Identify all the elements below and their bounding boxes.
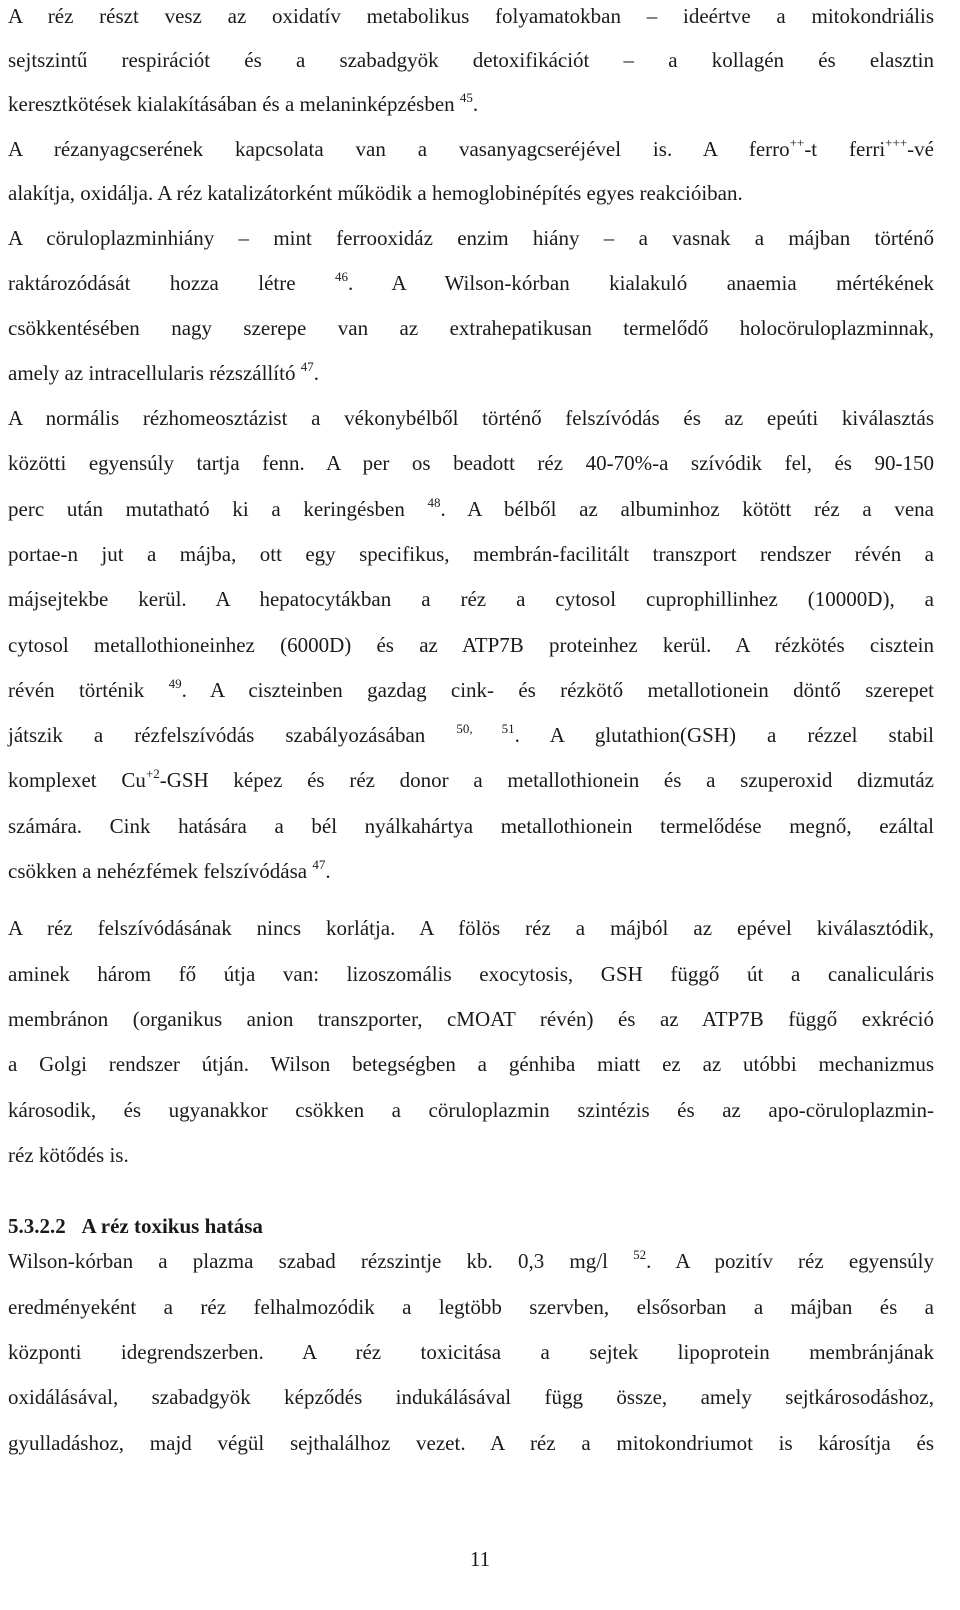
text-line: a Golgi rendszer útján. Wilson betegségben a génhiba miatt ez az utóbbi mechanizmus — [8, 1052, 934, 1076]
text-line: révén történik $^{49}$. A ciszteinben gazdag cink- és rézkötő metallotionein döntő szerepet — [8, 676, 935, 702]
citation-ref: 47 — [300, 359, 314, 374]
text-line: portae-n jut a májba, ott egy specifikus, membrán-facilitált transzport rendszer révén a — [8, 542, 934, 566]
text-line: perc után mutatható ki a keringésben $^{48}$. A bélből az albuminhoz kötött réz a vena — [8, 495, 934, 521]
citation-ref: 47 — [312, 857, 326, 872]
text-line: játszik a rézfelszívódás szabályozásában $^{50, 51}$. A glutathion(GSH) a rézzel stabil — [8, 721, 935, 747]
text-line: számára. Cink hatására a bél nyálkahártya metallothionein termelődése megnő, ezáltal — [8, 814, 934, 838]
text-line: cytosol metallothioneinhez (6000D) és az ATP7B proteinhez kerül. A rézkötés cisztein — [8, 633, 934, 657]
text-line: amely az intracellularis rézszállító $^{47}$. — [8, 359, 319, 385]
citation-ref: 49 — [168, 676, 182, 691]
text-line: membránon (organikus anion transzporter, cMOAT révén) és az ATP7B függő exkréció — [8, 1007, 934, 1031]
text-line: csökkentésében nagy szerepe van az extrahepatikusan termelődő holocöruloplazminnak, — [8, 316, 934, 340]
text-line: sejtszintű respirációt és a szabadgyök detoxifikációt – a kollagén és elasztin — [8, 48, 934, 72]
text-line: keresztkötések kialakításában és a melaninképzésben $^{45}$. — [8, 90, 479, 116]
text-line: aminek három fő útja van: lizoszomális exocytosis, GSH függő út a canaliculáris — [8, 962, 934, 986]
text-line: oxidálásával, szabadgyök képződés indukálásával függ össze, amely sejtkárosodáshoz, — [8, 1385, 934, 1409]
text-line: csökken a nehézfémek felszívódása $^{47}$. — [8, 857, 331, 883]
text-line: A normális rézhomeosztázist a vékonybélből történő felszívódás és az epeúti kiválasztás — [8, 406, 934, 430]
section-title: A réz toxikus hatása — [81, 1214, 263, 1238]
citation-ref: 52 — [633, 1247, 647, 1262]
text-line: A réz részt vesz az oxidatív metabolikus folyamatokban – ideértve a mitokondriális — [8, 4, 934, 28]
section-heading — [8, 1213, 934, 1239]
text-line: komplexet $Cu^{+2}$-GSH képez és réz donor a metallothionein és a szuperoxid dizmutáz — [8, 766, 934, 792]
text-line: alakítja, oxidálja. A réz katalizátorként működik a hemoglobinépítés egyes reakcióiban. — [8, 181, 743, 205]
text-line: raktározódását hozza létre $^{46}$. A Wilson-kórban kialakuló anaemia mértékének — [8, 269, 935, 295]
text-line: réz kötődés is. — [8, 1143, 129, 1167]
text-line: központi idegrendszerben. A réz toxicitása a sejtek lipoprotein membránjának — [8, 1340, 934, 1364]
citation-ref: 50, 51 — [456, 721, 515, 736]
citation-ref: 45 — [459, 90, 473, 105]
text-line: A réz felszívódásának nincs korlátja. A fölös réz a májból az epével kiválasztódik, — [8, 916, 934, 940]
text-line: Wilson-kórban a plazma szabad rézszintje kb. 0,3 mg/l $^{52}$. A pozitív réz egyensúly — [8, 1247, 935, 1273]
text-line: közötti egyensúly tartja fenn. A per os beadott réz 40-70%-a szívódik fel, és 90-150 — [8, 451, 934, 475]
text-line: májsejtekbe kerül. A hepatocytákban a réz a cytosol cuprophillinhez (10000D), a — [8, 587, 934, 611]
text-line: A rézanyagcserének kapcsolata van a vasanyagcseréjével is. A ferro++-t ferri+++-vé — [8, 135, 934, 161]
citation-ref: 46 — [335, 269, 348, 284]
text-line: A cöruloplazminhiány – mint ferrooxidáz enzim hiány – a vasnak a májban történő — [8, 226, 934, 250]
citation-ref: 48 — [427, 495, 441, 510]
page-number: 11 — [469, 1547, 491, 1571]
text-line: gyulladáshoz, majd végül sejthalálhoz vezet. A réz a mitokondriumot is károsítja és — [8, 1431, 934, 1455]
section-number: 5.3.2.2 — [8, 1214, 66, 1238]
text-line: károsodik, és ugyanakkor csökken a cöruloplazmin szintézis és az apo-cöruloplazmin- — [8, 1098, 934, 1122]
text-line: eredményeként a réz felhalmozódik a legtöbb szervben, elsősorban a májban és a — [8, 1295, 934, 1319]
